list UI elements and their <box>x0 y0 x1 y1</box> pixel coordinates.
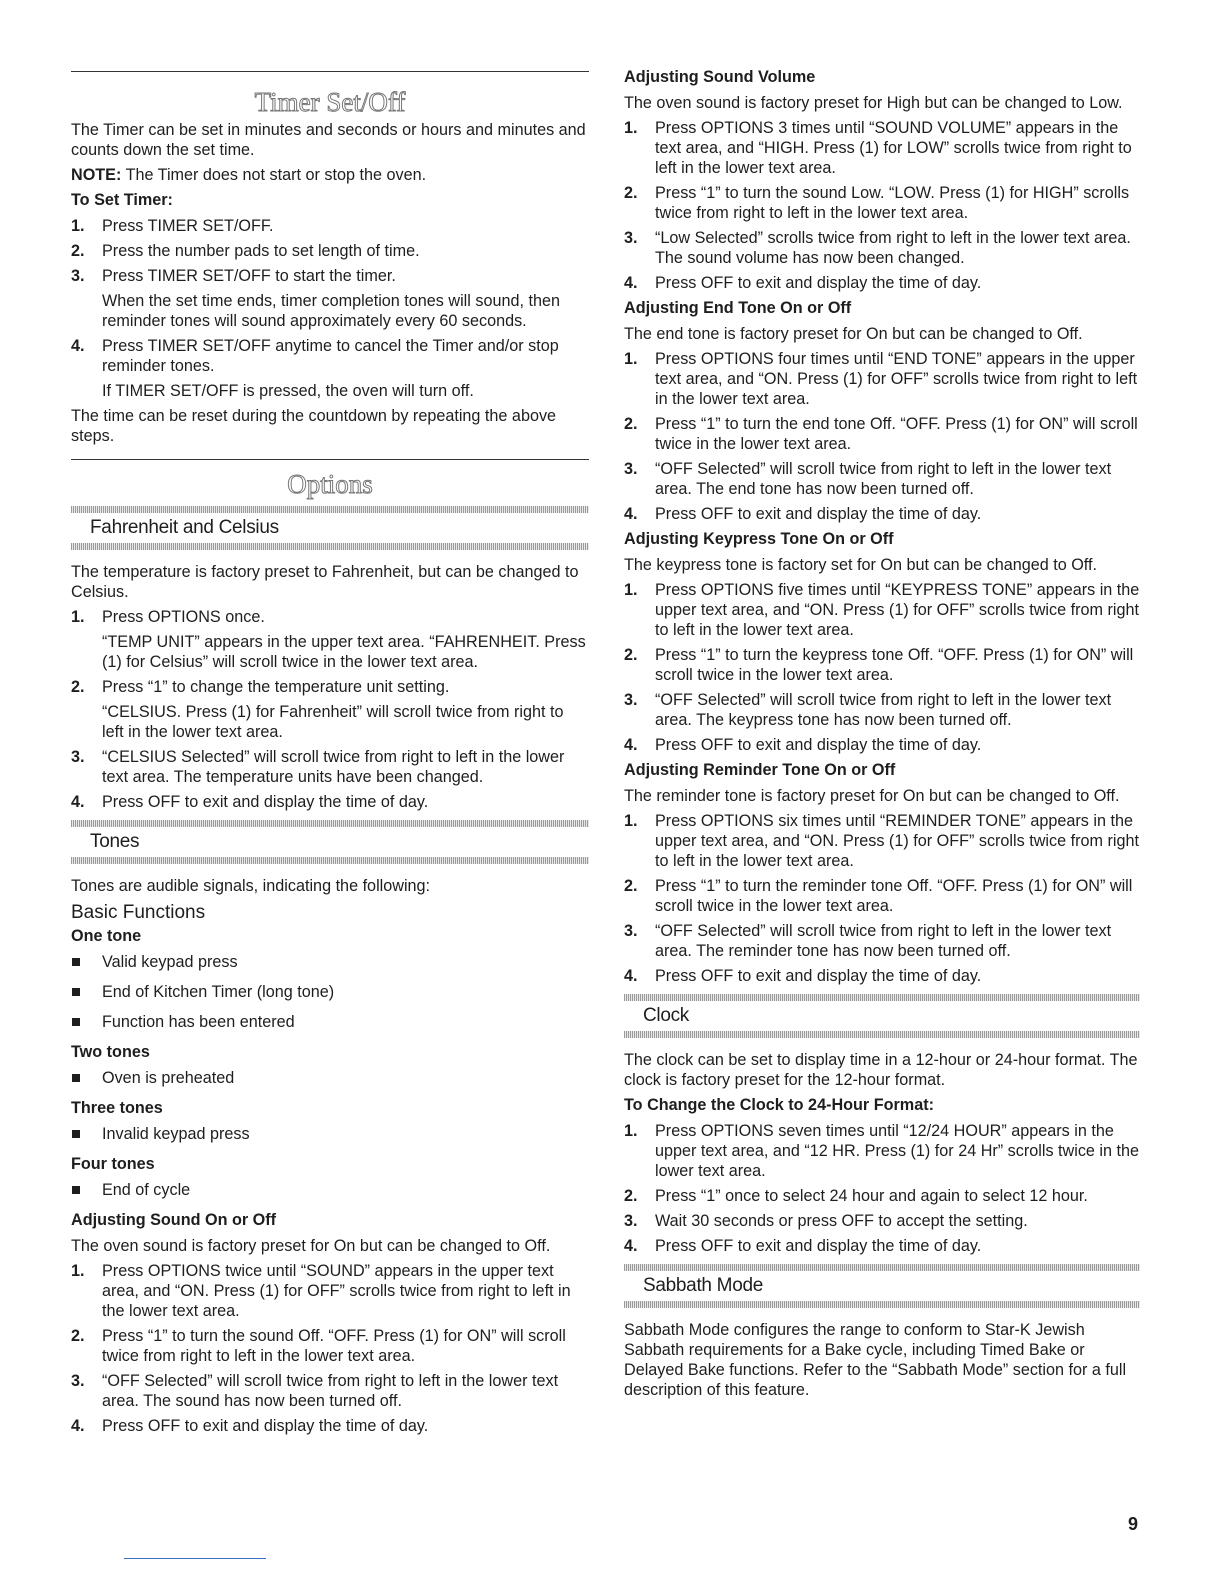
step-item <box>624 966 1140 986</box>
timer-steps <box>71 216 589 401</box>
sound-onoff-steps <box>71 1261 589 1436</box>
timer-title: Timer Set/Off <box>254 87 406 117</box>
tone-group-list <box>71 1180 589 1200</box>
step-number: 3. <box>624 1212 638 1230</box>
step-text: “OFF Selected” will scroll twice from right to left in the lower text area. The sound has now been turned off. <box>102 1372 559 1410</box>
end-tone-steps <box>624 349 1140 524</box>
hatch-rule <box>624 994 1140 1001</box>
hatch-rule <box>624 1301 1140 1308</box>
step-item <box>71 1326 589 1366</box>
tone-item <box>71 982 589 1002</box>
step-text: Press OFF to exit and display the time of day. <box>102 793 429 811</box>
step-item <box>624 1186 1140 1206</box>
tone-group-list <box>71 952 589 1032</box>
step-number: 1. <box>71 217 85 235</box>
step-item <box>624 876 1140 916</box>
step-text: Press TIMER SET/OFF. <box>102 217 274 235</box>
step-text: Press OFF to exit and display the time of day. <box>655 274 982 292</box>
step-item <box>71 1371 589 1411</box>
tone-group-label: Three tones <box>71 1099 163 1117</box>
footer-blue-line <box>124 1558 266 1559</box>
clock-heading: Clock <box>643 1005 690 1026</box>
step-item <box>624 414 1140 454</box>
step-item <box>624 1211 1140 1231</box>
step-item <box>71 266 589 331</box>
keypress-tone-intro: The keypress tone is factory set for On but can be changed to Off. <box>624 556 1097 574</box>
options-top-rule <box>71 459 589 460</box>
reminder-tone-steps <box>624 811 1140 986</box>
reminder-tone-heading: Adjusting Reminder Tone On or Off <box>624 761 896 779</box>
step-text: Press OPTIONS five times until “KEYPRESS TONE” appears in the upper text area, and “ON. Press (1) for OFF” scrolls twice from right to left in the lower text area. <box>655 581 1140 639</box>
step-subtext: If TIMER SET/OFF is pressed, the oven will turn off. <box>102 382 474 400</box>
step-subtext: “TEMP UNIT” appears in the upper text area. “FAHRENHEIT. Press (1) for Celsius” will scroll twice in the lower text area. <box>102 633 586 671</box>
step-text: Press OPTIONS six times until “REMINDER TONE” appears in the upper text area, and “ON. Press (1) for OFF” scrolls twice from right to left in the lower text area. <box>655 812 1139 870</box>
tone-group-label: Four tones <box>71 1155 155 1173</box>
step-item <box>624 645 1140 685</box>
sabbath-heading: Sabbath Mode <box>643 1275 763 1296</box>
step-text: “OFF Selected” will scroll twice from right to left in the lower text area. The reminder tone has now been turned off. <box>655 922 1112 960</box>
step-number: 4. <box>71 337 85 355</box>
basic-functions-heading: Basic Functions <box>71 902 206 923</box>
step-number: 2. <box>71 1327 85 1345</box>
step-number: 2. <box>71 678 85 696</box>
tone-group-label: One tone <box>71 927 142 945</box>
step-item <box>71 336 589 401</box>
step-text: “CELSIUS Selected” will scroll twice from right to left in the lower text area. The temperature units have been changed. <box>102 748 565 786</box>
step-text: Press the number pads to set length of time. <box>102 242 420 260</box>
step-text: Press OFF to exit and display the time of day. <box>655 736 982 754</box>
step-number: 2. <box>624 1187 638 1205</box>
step-number: 1. <box>624 812 638 830</box>
tone-item <box>71 1012 589 1032</box>
step-item <box>624 183 1140 223</box>
step-item <box>624 273 1140 293</box>
tone-item-text: End of cycle <box>102 1181 191 1199</box>
step-number: 1. <box>71 1262 85 1280</box>
sound-volume-intro: The oven sound is factory preset for High but can be changed to Low. <box>624 94 1123 112</box>
step-text: Press “1” to turn the end tone Off. “OFF. Press (1) for ON” will scroll twice in the lower text area. <box>655 415 1138 453</box>
step-text: “OFF Selected” will scroll twice from right to left in the lower text area. The keypress tone has now been turned off. <box>655 691 1112 729</box>
step-number: 1. <box>624 350 638 368</box>
step-item <box>71 747 589 787</box>
step-item <box>624 349 1140 409</box>
step-number: 2. <box>71 242 85 260</box>
square-bullet-icon <box>72 988 80 996</box>
sound-onoff-heading: Adjusting Sound On or Off <box>71 1211 277 1229</box>
square-bullet-icon <box>72 1130 80 1138</box>
step-item <box>624 735 1140 755</box>
fahrenheit-intro: The temperature is factory preset to Fahrenheit, but can be changed to Celsius. <box>71 563 579 601</box>
hatch-rule <box>71 820 589 827</box>
hatch-rule <box>71 506 589 513</box>
left-column <box>71 0 589 1441</box>
fahrenheit-celsius-heading: Fahrenheit and Celsius <box>90 517 279 538</box>
hatch-rule <box>624 1031 1140 1038</box>
step-item <box>624 459 1140 499</box>
hatch-rule <box>71 543 589 550</box>
step-number: 4. <box>624 736 638 754</box>
step-number: 1. <box>71 608 85 626</box>
step-item <box>624 118 1140 178</box>
step-text: Press “1” to turn the reminder tone Off. “OFF. Press (1) for ON” will scroll twice in the lower text area. <box>655 877 1133 915</box>
step-number: 4. <box>624 274 638 292</box>
step-text: Press “1” to change the temperature unit setting. <box>102 678 450 696</box>
tone-group-label: Two tones <box>71 1043 150 1061</box>
step-number: 3. <box>624 922 638 940</box>
step-text: Press OFF to exit and display the time of day. <box>655 967 982 985</box>
tones-intro: Tones are audible signals, indicating the following: <box>71 877 431 895</box>
step-item <box>71 1416 589 1436</box>
step-text: Press OPTIONS four times until “END TONE” appears in the upper text area, and “ON. Press (1) for OFF” scrolls twice from right to left in the lower text area. <box>655 350 1138 408</box>
tone-group-list <box>71 1068 589 1088</box>
step-text: Press “1” to turn the sound Low. “LOW. Press (1) for HIGH” scrolls twice from right to left in the lower text area. <box>655 184 1130 222</box>
step-subtext: “CELSIUS. Press (1) for Fahrenheit” will scroll twice from right to left in the lower text area. <box>102 703 564 741</box>
right-column <box>624 0 1140 1405</box>
square-bullet-icon <box>72 1018 80 1026</box>
tone-item-text: Oven is preheated <box>102 1069 235 1087</box>
end-tone-heading: Adjusting End Tone On or Off <box>624 299 852 317</box>
step-text: “Low Selected” scrolls twice from right to left in the lower text area. The sound volume has now been changed. <box>655 229 1131 267</box>
step-number: 1. <box>624 119 638 137</box>
step-number: 3. <box>624 691 638 709</box>
sabbath-intro: Sabbath Mode configures the range to conform to Star-K Jewish Sabbath requirements for a Bake cycle, including Timed Bake or Delayed Bake functions. Refer to the “Sabbath Mode” section for a full description of this feature. <box>624 1321 1127 1399</box>
tone-item <box>71 1180 589 1200</box>
fahrenheit-steps <box>71 607 589 812</box>
step-number: 4. <box>624 505 638 523</box>
step-item <box>624 921 1140 961</box>
step-item <box>624 1236 1140 1256</box>
step-number: 4. <box>71 793 85 811</box>
tone-item-text: Function has been entered <box>102 1013 295 1031</box>
sound-volume-heading: Adjusting Sound Volume <box>624 68 816 86</box>
step-number: 2. <box>624 415 638 433</box>
step-number: 3. <box>71 1372 85 1390</box>
step-item <box>624 1121 1140 1181</box>
step-number: 3. <box>624 460 638 478</box>
tone-item <box>71 1068 589 1088</box>
step-item <box>71 607 589 672</box>
step-text: Press TIMER SET/OFF anytime to cancel the Timer and/or stop reminder tones. <box>102 337 559 375</box>
keypress-tone-steps <box>624 580 1140 755</box>
step-text: Press “1” to turn the keypress tone Off. “OFF. Press (1) for ON” will scroll twice in the lower text area. <box>655 646 1134 684</box>
step-item <box>71 792 589 812</box>
step-item <box>624 580 1140 640</box>
step-number: 4. <box>71 1417 85 1435</box>
step-text: Press TIMER SET/OFF to start the timer. <box>102 267 396 285</box>
step-item <box>71 1261 589 1321</box>
to-set-timer-label: To Set Timer: <box>71 191 173 209</box>
step-number: 3. <box>71 267 85 285</box>
sound-onoff-intro: The oven sound is factory preset for On but can be changed to Off. <box>71 1237 551 1255</box>
timer-reset-text: The time can be reset during the countdown by repeating the above steps. <box>71 407 557 445</box>
sound-volume-steps <box>624 118 1140 293</box>
step-number: 1. <box>624 1122 638 1140</box>
tone-item-text: Valid keypad press <box>102 953 238 971</box>
step-text: Press OPTIONS 3 times until “SOUND VOLUME” appears in the text area, and “HIGH. Press (1) for LOW” scrolls twice from right to left in the lower text area. <box>655 119 1132 177</box>
step-text: Press “1” once to select 24 hour and again to select 12 hour. <box>655 1187 1088 1205</box>
step-text: Press OPTIONS once. <box>102 608 265 626</box>
step-text: Press “1” to turn the sound Off. “OFF. Press (1) for ON” will scroll twice from right to left in the lower text area. <box>102 1327 566 1365</box>
step-number: 2. <box>624 184 638 202</box>
step-item <box>71 241 589 261</box>
end-tone-intro: The end tone is factory preset for On but can be changed to Off. <box>624 325 1083 343</box>
tone-item <box>71 1124 589 1144</box>
timer-note <box>71 165 589 185</box>
step-text: Press OFF to exit and display the time of day. <box>655 1237 982 1255</box>
step-item <box>624 811 1140 871</box>
step-subtext: When the set time ends, timer completion tones will sound, then reminder tones will sound approximately every 60 seconds. <box>102 292 560 330</box>
timer-top-rule <box>71 71 589 72</box>
step-text: Wait 30 seconds or press OFF to accept the setting. <box>655 1212 1028 1230</box>
step-number: 3. <box>624 229 638 247</box>
step-item <box>71 677 589 742</box>
step-text: Press OPTIONS twice until “SOUND” appears in the upper text area, and “ON. Press (1) for OFF” scrolls twice from right to left in the lower text area. <box>102 1262 571 1320</box>
step-item <box>71 216 589 236</box>
square-bullet-icon <box>72 1074 80 1082</box>
step-item <box>624 690 1140 730</box>
tone-item-text: End of Kitchen Timer (long tone) <box>102 983 335 1001</box>
tone-item <box>71 952 589 972</box>
step-text: “OFF Selected” will scroll twice from right to left in the lower text area. The end tone has now been turned off. <box>655 460 1112 498</box>
step-text: Press OFF to exit and display the time of day. <box>655 505 982 523</box>
reminder-tone-intro: The reminder tone is factory preset for On but can be changed to Off. <box>624 787 1120 805</box>
step-number: 4. <box>624 967 638 985</box>
options-title: Options <box>287 469 373 499</box>
square-bullet-icon <box>72 958 80 966</box>
clock-intro: The clock can be set to display time in a 12-hour or 24-hour format. The clock is factory preset for the 12-hour format. <box>624 1051 1138 1089</box>
clock-steps <box>624 1121 1140 1256</box>
page-number: 9 <box>1128 1514 1139 1534</box>
step-item <box>624 228 1140 268</box>
step-text: Press OPTIONS seven times until “12/24 HOUR” appears in the upper text area, and “12 HR. Press (1) for 24 Hr” scrolls twice in the lower text area. <box>655 1122 1140 1180</box>
note-label: NOTE: <box>71 166 122 184</box>
step-number: 3. <box>71 748 85 766</box>
tone-group-list <box>71 1124 589 1144</box>
clock-change-label: To Change the Clock to 24-Hour Format: <box>624 1096 934 1114</box>
tones-heading: Tones <box>90 831 140 852</box>
step-number: 1. <box>624 581 638 599</box>
hatch-rule <box>71 857 589 864</box>
tone-item-text: Invalid keypad press <box>102 1125 250 1143</box>
step-text: Press OFF to exit and display the time of day. <box>102 1417 429 1435</box>
keypress-tone-heading: Adjusting Keypress Tone On or Off <box>624 530 894 548</box>
hatch-rule <box>624 1264 1140 1271</box>
timer-intro: The Timer can be set in minutes and seconds or hours and minutes and counts down the set time. <box>71 121 586 159</box>
step-number: 4. <box>624 1237 638 1255</box>
square-bullet-icon <box>72 1186 80 1194</box>
tone-groups <box>71 926 589 1200</box>
step-item <box>624 504 1140 524</box>
step-number: 2. <box>624 646 638 664</box>
step-number: 2. <box>624 877 638 895</box>
note-text: The Timer does not start or stop the oven. <box>121 166 427 184</box>
